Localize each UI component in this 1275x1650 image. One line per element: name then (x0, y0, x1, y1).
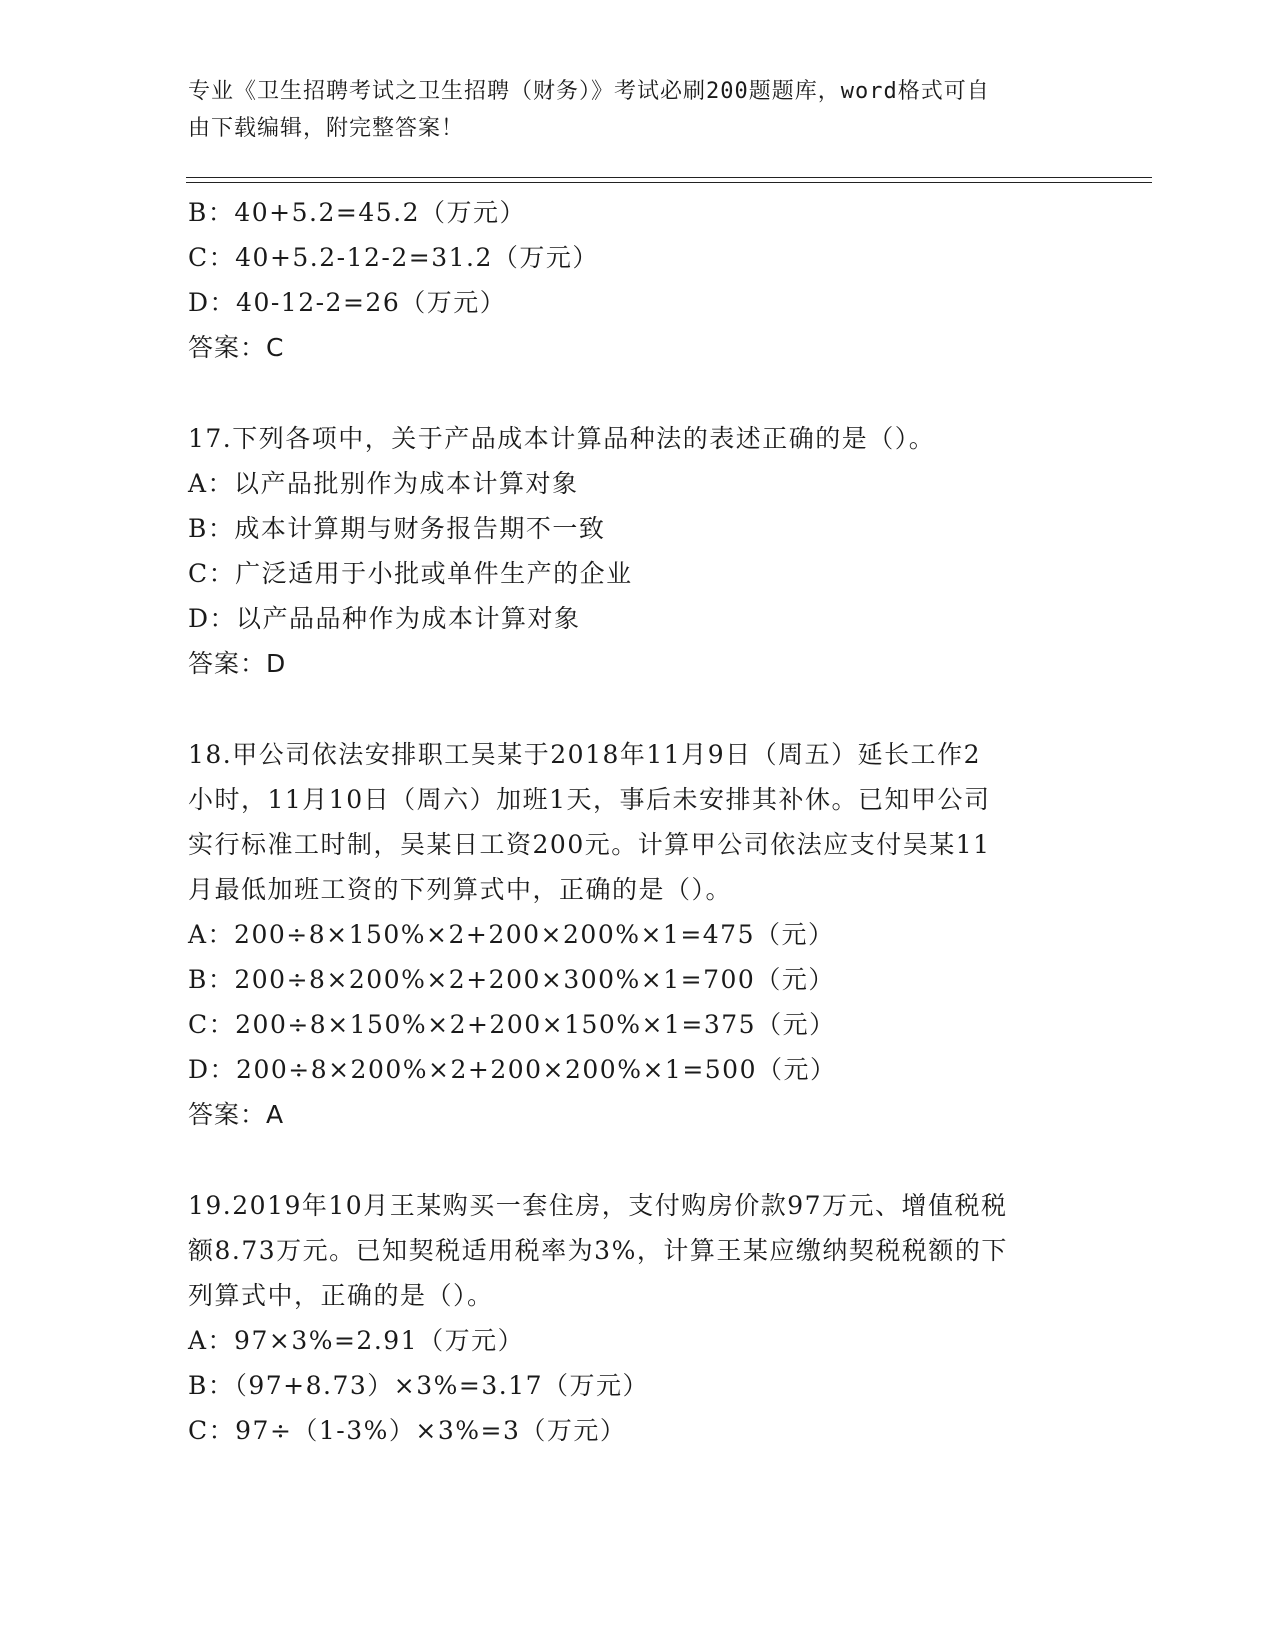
answer-label: 答案：A (188, 1100, 285, 1129)
option-a: A：97×3%=2.91（万元） (188, 1326, 525, 1355)
option-c: C：200÷8×150%×2+200×150%×1=375（元） (188, 1010, 836, 1039)
option-a: A：以产品批别作为成本计算对象 (188, 469, 579, 498)
question-19 (188, 1183, 1088, 1453)
option-c: C：广泛适用于小批或单件生产的企业 (188, 559, 633, 588)
question-17 (188, 416, 1088, 687)
option-c: C：40+5.2-12-2=31.2（万元） (188, 243, 599, 272)
question-stem-line: 额8.73万元。已知契税适用税率为3%，计算王某应缴纳契税税额的下 (188, 1236, 1008, 1265)
document-header (188, 73, 1088, 147)
question-18 (188, 732, 1088, 1138)
question-stem-line: 列算式中，正确的是（）。 (188, 1281, 494, 1310)
option-d: D：200÷8×200%×2+200×200%×1=500（元） (188, 1055, 837, 1084)
spacer (188, 1138, 1088, 1183)
answer-label: 答案：C (188, 333, 285, 362)
option-b: B：成本计算期与财务报告期不一致 (188, 514, 606, 543)
spacer (188, 371, 1088, 416)
question-stem-line: 小时，11月10日（周六）加班1天，事后未安排其补休。已知甲公司 (188, 785, 991, 814)
question-stem-line: 19.2019年10月王某购买一套住房，支付购房价款97万元、增值税税 (188, 1191, 1008, 1220)
question-stem-line: 月最低加班工资的下列算式中，正确的是（）。 (188, 875, 733, 904)
header-line-2: 由下载编辑，附完整答案！ (188, 116, 465, 141)
header-divider-bottom (186, 182, 1152, 183)
question-list (188, 190, 1088, 1453)
option-d: D：以产品品种作为成本计算对象 (188, 604, 581, 633)
header-line-1: 专业《卫生招聘考试之卫生招聘（财务）》考试必刷200题题库，word格式可自 (188, 79, 990, 104)
option-b: B：（97+8.73）×3%=3.17（万元） (188, 1371, 650, 1400)
answer-label: 答案：D (188, 649, 287, 678)
question-16 (188, 190, 1088, 371)
option-b: B：40+5.2=45.2（万元） (188, 198, 527, 227)
option-a: A：200÷8×150%×2+200×200%×1=475（元） (188, 920, 835, 949)
option-b: B：200÷8×200%×2+200×300%×1=700（元） (188, 965, 835, 994)
spacer (188, 687, 1088, 732)
question-stem: 17.下列各项中，关于产品成本计算品种法的表述正确的是（）。 (188, 424, 936, 453)
question-stem-line: 18.甲公司依法安排职工吴某于2018年11月9日（周五）延长工作2 (188, 740, 982, 769)
question-stem-line: 实行标准工时制，吴某日工资200元。计算甲公司依法应支付吴某11 (188, 830, 991, 859)
option-d: D：40-12-2=26（万元） (188, 288, 507, 317)
header-divider-top (186, 177, 1152, 178)
option-c: C：97÷（1-3%）×3%=3（万元） (188, 1416, 627, 1445)
